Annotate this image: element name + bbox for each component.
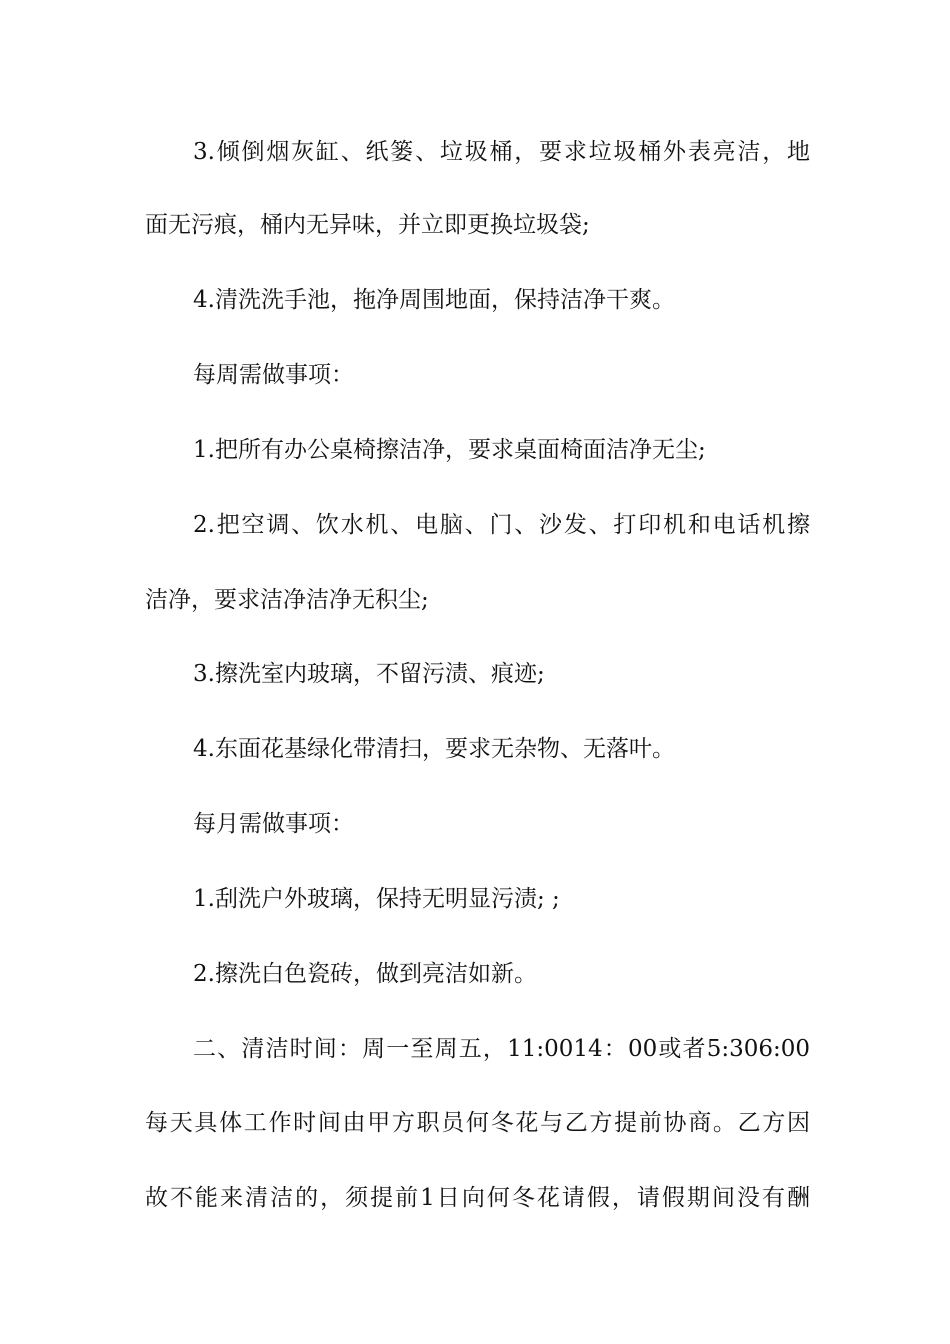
paragraph-line-13: 二、清洁时间：周一至周五，11:0014：00或者5:306:00 [193,1036,810,1062]
paragraph-line-5: 1.把所有办公桌椅擦洁净，要求桌面椅面洁净无尘; [193,437,706,463]
paragraph-line-14: 每天具体工作时间由甲方职员何冬花与乙方提前协商。乙方因 [145,1110,810,1136]
paragraph-line-3: 4.清洗洗手池，拖净周围地面，保持洁净干爽。 [193,287,675,313]
paragraph-line-2: 面无污痕，桶内无异味，并立即更换垃圾袋; [145,212,590,238]
paragraph-line-9: 4.东面花基绿化带清扫，要求无杂物、无落叶。 [193,736,675,762]
paragraph-line-8: 3.擦洗室内玻璃，不留污渍、痕迹; [193,661,545,687]
paragraph-line-1: 3.倾倒烟灰缸、纸篓、垃圾桶，要求垃圾桶外表亮洁，地 [193,139,810,165]
paragraph-line-15: 故不能来清洁的，须提前1日向何冬花请假，请假期间没有酬 [145,1185,810,1211]
paragraph-line-6: 2.把空调、饮水机、电脑、门、沙发、打印机和电话机擦 [193,512,810,538]
paragraph-line-12: 2.擦洗白色瓷砖，做到亮洁如新。 [193,961,537,987]
paragraph-line-7: 洁净，要求洁净洁净无积尘; [145,587,429,613]
section-heading-monthly: 每月需做事项： [193,811,354,837]
paragraph-line-11: 1.刮洗户外玻璃，保持无明显污渍; ; [193,886,560,912]
section-heading-weekly: 每周需做事项： [193,362,354,388]
